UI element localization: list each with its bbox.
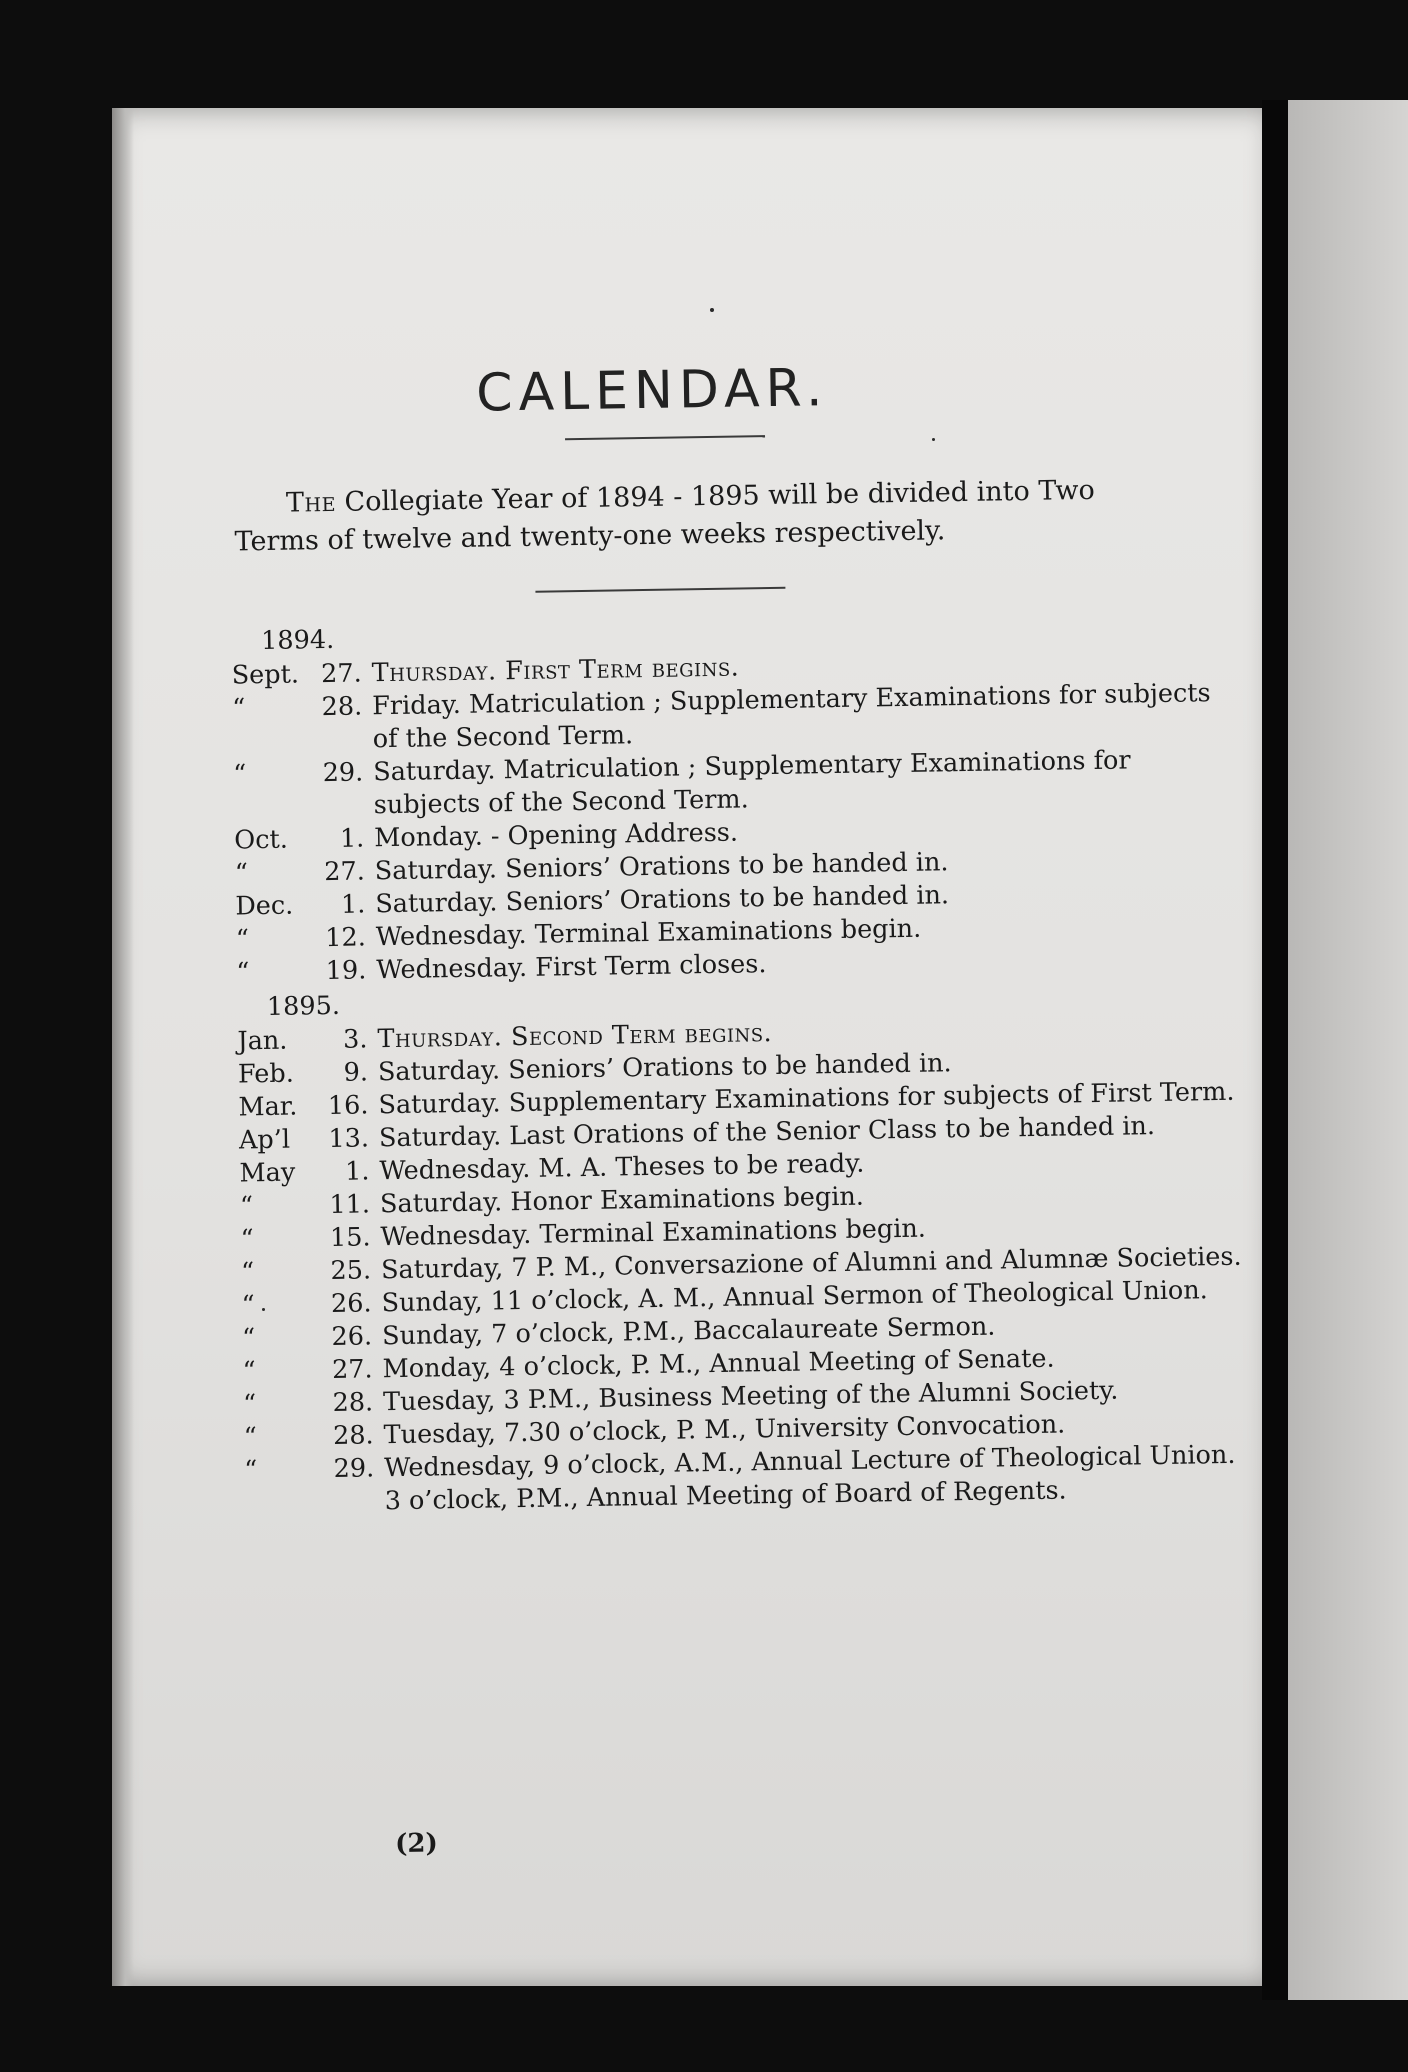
entry-text: Saturday. Honor Examinations begin. [379, 1181, 865, 1220]
entry-text: Saturday, 7 P. M., Conversazione of Alumni and Alumnæ Societies. [380, 1241, 1242, 1286]
entry-day: 28. [321, 691, 363, 723]
entry-text: Wednesday. First Term closes. [376, 949, 767, 986]
year-heading: 1894. [260, 624, 335, 657]
entry-day: 27. [324, 856, 366, 888]
entry-month: “ [243, 1455, 258, 1486]
entry-day: 27. [320, 658, 362, 690]
entry-day: 25. [330, 1255, 372, 1287]
entry-text: Sunday, 7 o’clock, P.M., Baccalaureate Sermon. [381, 1311, 996, 1352]
entry-month: Sept. [231, 659, 300, 691]
entry-text: Saturday. Seniors’ Orations to be handed in. [374, 847, 949, 887]
entry-day: 26. [330, 1288, 372, 1320]
entry-month: May [239, 1157, 296, 1189]
entry-month: “ [233, 759, 247, 790]
document-page [112, 108, 1274, 1986]
entry-text: Tuesday, 3 P.M., Business Meeting of the Alumni Society. [382, 1375, 1119, 1418]
scan-speck [710, 308, 714, 312]
entry-month: “ [243, 1422, 257, 1453]
entry-month: Mar. [238, 1091, 298, 1123]
entry-term-event: Thursday. Second Term begins. [377, 1018, 773, 1055]
entry-month: Oct. [234, 824, 289, 856]
entry-month: “ [232, 693, 246, 724]
calendar-schedule [231, 608, 1255, 1521]
page-number: (2) [394, 1828, 439, 1860]
page-title: CALENDAR. [475, 358, 829, 424]
entry-month: Ap’l [238, 1124, 291, 1156]
entry-day: 16. [327, 1090, 369, 1122]
entry-month: “ [241, 1290, 255, 1321]
entry-day: 1. [340, 889, 366, 920]
entry-day: 3. [342, 1024, 368, 1055]
entry-day: 11. [329, 1189, 371, 1221]
entry-text: Saturday. Last Orations of the Senior Class to be handed in. [378, 1111, 1156, 1154]
title-divider [565, 435, 765, 440]
entry-text: Monday, 4 o’clock, P. M., Annual Meeting of Senate. [382, 1343, 1055, 1385]
book-gutter [1262, 100, 1288, 2000]
entry-month: “ [239, 1191, 254, 1222]
scan-speck [262, 1308, 265, 1311]
entry-day: 28. [332, 1387, 374, 1419]
entry-day: 9. [343, 1057, 369, 1088]
entry-text: Wednesday. Terminal Examinations begin. [380, 1213, 927, 1253]
entry-list [231, 644, 1246, 990]
entry-text: Wednesday. Terminal Examinations begin. [375, 913, 922, 953]
entry-day: 29. [322, 757, 364, 789]
intro-lead-word: The [285, 486, 337, 519]
intro-line-1-text: Collegiate Year of 1894 - 1895 will be divided into Two [335, 474, 1095, 518]
adjacent-page-edge [1288, 100, 1408, 2000]
year-section-1895 [237, 974, 1255, 1521]
entry-month: “ [234, 858, 249, 889]
intro-line-2: Terms of twelve and twenty-one weeks respectively. [234, 515, 946, 558]
entry-day: 15. [329, 1222, 371, 1254]
entry-list [237, 1010, 1255, 1521]
entry-text: Saturday. Supplementary Examinations for subjects of First Term. [378, 1076, 1235, 1121]
entry-text: Saturday. Matriculation ; Supplementary Examinations for subjects of the Second Term. [373, 745, 1131, 821]
entry-month: “ [235, 924, 250, 955]
entry-day: 13. [328, 1123, 370, 1155]
scan-speck [932, 438, 935, 441]
intro-paragraph [234, 471, 1175, 562]
entry-day: 12. [325, 922, 367, 954]
entry-month: Feb. [237, 1058, 295, 1090]
entry-month: “ [242, 1389, 257, 1420]
entry-day: 27. [331, 1354, 373, 1386]
entry-day: 1. [339, 823, 365, 854]
entry-month: “ [242, 1356, 256, 1387]
entry-month: “ [240, 1224, 254, 1255]
page-content [98, 99, 1289, 1995]
entry-month: Dec. [235, 890, 294, 922]
entry-text: Tuesday, 7.30 o’clock, P. M., University Convocation. [383, 1409, 1066, 1451]
entry-text: Sunday, 11 o’clock, A. M., Annual Sermon of Theological Union. [381, 1275, 1209, 1319]
entry-day: 29. [333, 1453, 375, 1484]
entry-text: Wednesday, 9 o’clock, A.M., Annual Lecture of Theological Union. 3 o’clock, P.M., Annual Meeting of Board of Regents. [383, 1439, 1236, 1517]
year-heading: 1895. [266, 990, 341, 1022]
intro-divider [535, 587, 785, 593]
entry-text: Monday. - Opening Address. [374, 817, 739, 854]
entry-month: Jan. [237, 1025, 288, 1057]
entry-month: “ [241, 1323, 256, 1354]
entry-text: Wednesday. M. A. Theses to be ready. [379, 1148, 865, 1187]
entry-day: 1. [344, 1156, 370, 1187]
entry-day: 19. [325, 955, 367, 987]
entry-day: 28. [332, 1420, 374, 1452]
entry-day: 26. [331, 1321, 373, 1353]
entry-text: Saturday. Seniors’ Orations to be handed in. [377, 1048, 952, 1088]
entry-month: “ [240, 1257, 255, 1288]
entry-term-event: Thursday. First Term begins. [371, 652, 740, 689]
entry-text: Friday. Matriculation ; Supplementary Examinations for subjects of the Second Term. [371, 678, 1211, 755]
year-section-1894 [231, 608, 1247, 990]
entry-month: “ [236, 957, 250, 988]
entry-text: Saturday. Seniors’ Orations to be handed in. [375, 880, 950, 920]
entry-description [384, 1439, 1255, 1519]
